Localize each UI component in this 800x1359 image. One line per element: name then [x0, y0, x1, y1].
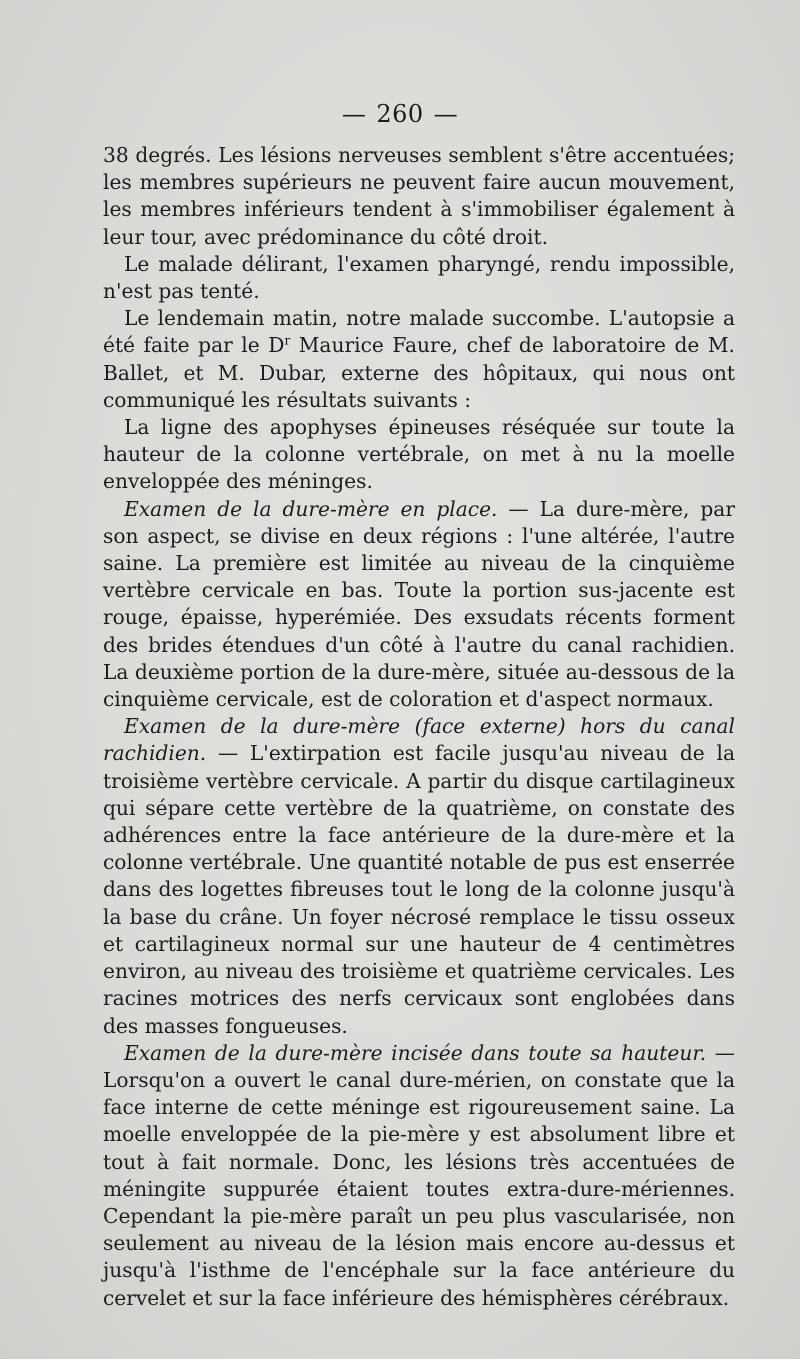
paragraph-5-text: — La dure-mère, par son aspect, se divise en deux régions : l'une altérée, l'autre saine. La première est limitée au niveau de la cinquième vertèbre cervicale en bas. Toute la portion sus-jacente est rouge, épaisse, hyperémiée. Des exsudats récents forment des brides étendues d'un côté à l'autre du canal rachidien. La deuxième portion de la dure-mère, située au-dessous de la cinquième cervicale, est de coloration et d'aspect normaux. — [103, 496, 735, 712]
page-number-value: 260 — [376, 100, 424, 128]
paragraph-4 — [103, 414, 735, 496]
paragraph-2 — [103, 251, 735, 305]
paragraph-3-text-before: Le lendemain matin, notre malade succombe. L'autopsie a été faite par le D — [103, 306, 735, 358]
page-number-dash-right: — — [433, 100, 459, 128]
paragraph-2-text: Le malade délirant, l'examen pharyngé, rendu impossible, n'est pas tenté. — [103, 251, 735, 304]
paragraph-1-text: 38 degrés. Les lésions nerveuses semblent s'être accentuées; les membres supérieurs ne peuvent faire aucun mouvement, les membres inférieurs tendent à s'immobiliser également à leur tour, avec prédominance du côté droit. — [103, 143, 735, 249]
paragraph-7 — [103, 1040, 735, 1312]
section-heading-face-externe: Examen de la dure-mère (face externe) hors du canal rachidien. — [103, 714, 735, 766]
paragraph-7-text: — Lorsqu'on a ouvert le canal dure-mérien, on constate que la face interne de cette méninge est rigoureusement saine. La moelle enveloppée de la pie-mère y est absolument libre et tout à fait normale. Donc, les lésions très accentuées de méningite suppurée étaient toutes extra-dure-mériennes. Cependant la pie-mère paraît un peu plus vascularisée, non seulement au niveau de la lésion mais encore au-dessus et jusqu'à l'isthme de l'encéphale sur la face antérieure du cervelet et sur la face inférieure des hémisphères cérébraux. — [103, 1040, 735, 1310]
doctor-abbrev-superscript: r — [284, 333, 291, 348]
paragraph-5 — [103, 496, 735, 714]
paragraph-6 — [103, 713, 735, 1039]
page-number — [0, 100, 800, 128]
body-text — [103, 142, 735, 1312]
page-number-dash-left: — — [341, 100, 367, 128]
section-heading-dure-mere-incisee: Examen de la dure-mère incisée dans toute sa hauteur. — [124, 1040, 707, 1065]
paragraph-6-text: — L'extirpation est facile jusqu'au niveau de la troisième vertèbre cervicale. A partir du disque cartilagineux qui sépare cette vertèbre de la quatrième, on constate des adhérences entre la face antérieure de la dure-mère et la colonne vertébrale. Une quantité notable de pus est enserrée dans des logettes fibreuses tout le long de la colonne jusqu'à la base du crâne. Un foyer nécrosé remplace le tissu osseux et cartilagineux normal sur une hauteur de 4 centimètres environ, au niveau des troisième et quatrième cervicales. Les racines motrices des nerfs cervicaux sont englobées dans des masses fongueuses. — [103, 741, 735, 1038]
paragraph-3-text-after: Maurice Faure, chef de laboratoire de M. Ballet, et M. Dubar, externe des hôpitaux, qui nous ont communiqué les résultats suivants : — [103, 333, 735, 412]
section-heading-dure-mere-en-place: Examen de la dure-mère en place. — [124, 496, 498, 521]
paragraph-4-text: La ligne des apophyses épineuses réséquée sur toute la hauteur de la colonne vertébrale, on met à nu la moelle enveloppée des méninges. — [103, 415, 735, 494]
paragraph-3 — [103, 305, 735, 414]
paragraph-1 — [103, 142, 735, 251]
